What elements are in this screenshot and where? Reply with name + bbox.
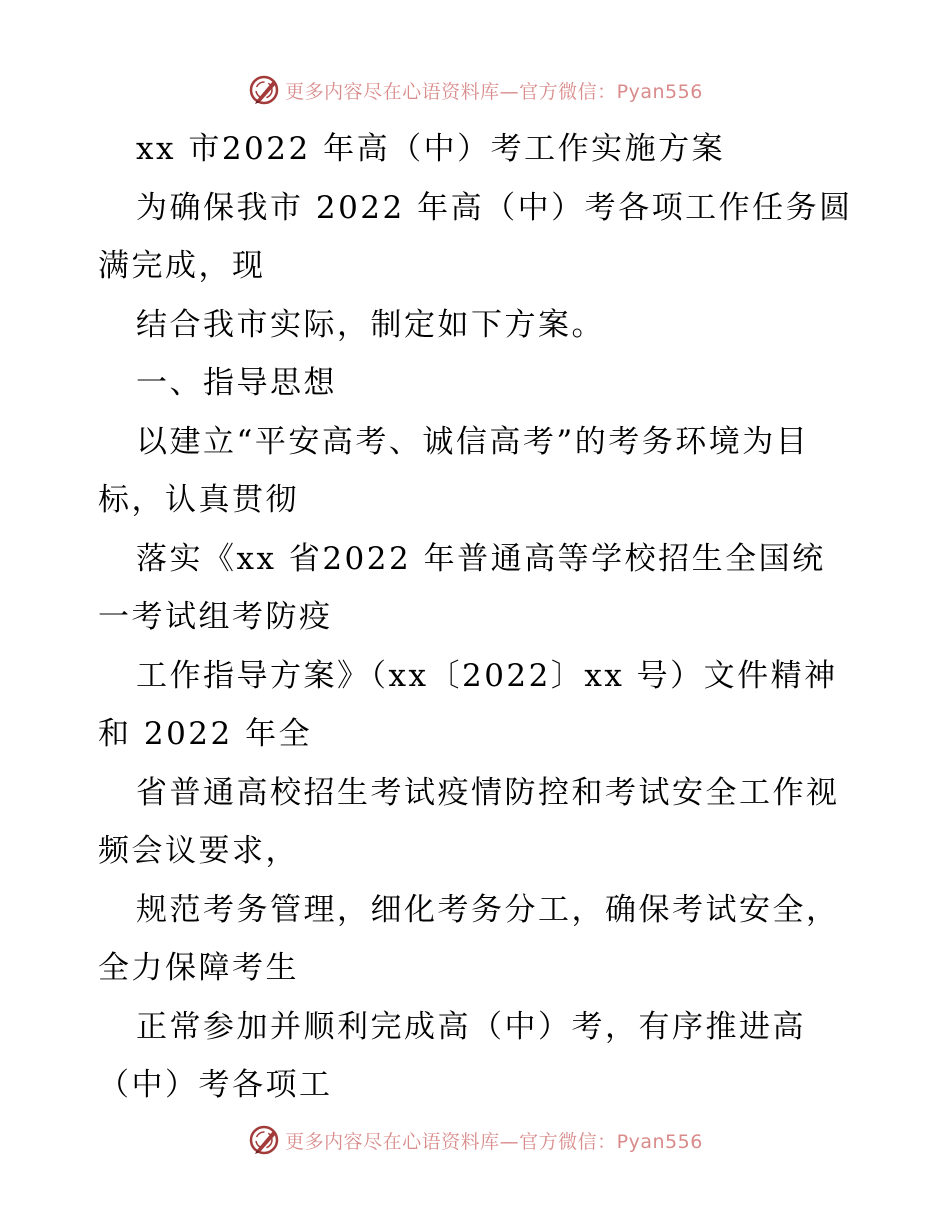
text-line: 标，认真贯彻: [98, 482, 299, 518]
text-line: （中）考各项工: [98, 1067, 333, 1103]
text-line: 工作指导方案》（xx〔2022〕xx 号）文件精神: [136, 657, 838, 694]
footer-watermark: [0, 1120, 950, 1160]
text-line: xx 市2022 年高（中）考工作实施方案: [136, 131, 726, 167]
watermark-text: 更多内容尽在心语资料库—官方微信：Pyan556: [285, 1130, 703, 1153]
text-line: 频会议要求，: [98, 833, 299, 869]
text-line: 一考试组考防疫: [98, 599, 333, 635]
text-line: 为确保我市 2022 年高（中）考各项工作任务圆: [136, 189, 853, 226]
text-line: 一、指导思想: [136, 365, 337, 401]
text-line: 落实《xx 省2022 年普通高等学校招生全国统: [136, 540, 826, 577]
document-body: [98, 120, 858, 1115]
header-watermark: [0, 70, 950, 110]
text-line: 正常参加并顺利完成高（中）考，有序推进高: [136, 1008, 806, 1045]
text-line: 结合我市实际，制定如下方案。: [136, 306, 605, 343]
text-line: 满完成，现: [98, 248, 266, 284]
pen-nib-circle-icon: [247, 73, 281, 107]
text-line: 规范考务管理，细化考务分工，确保考试安全，: [136, 891, 840, 928]
watermark-text: 更多内容尽在心语资料库—官方微信：Pyan556: [285, 80, 703, 103]
text-line: 省普通高校招生考试疫情防控和考试安全工作视: [136, 774, 840, 811]
text-line: 以建立“平安高考、诚信高考”的考务环境为目: [136, 423, 810, 460]
text-line: 和 2022 年全: [98, 716, 313, 752]
text-line: 全力保障考生: [98, 950, 299, 986]
pen-nib-circle-icon: [247, 1123, 281, 1157]
